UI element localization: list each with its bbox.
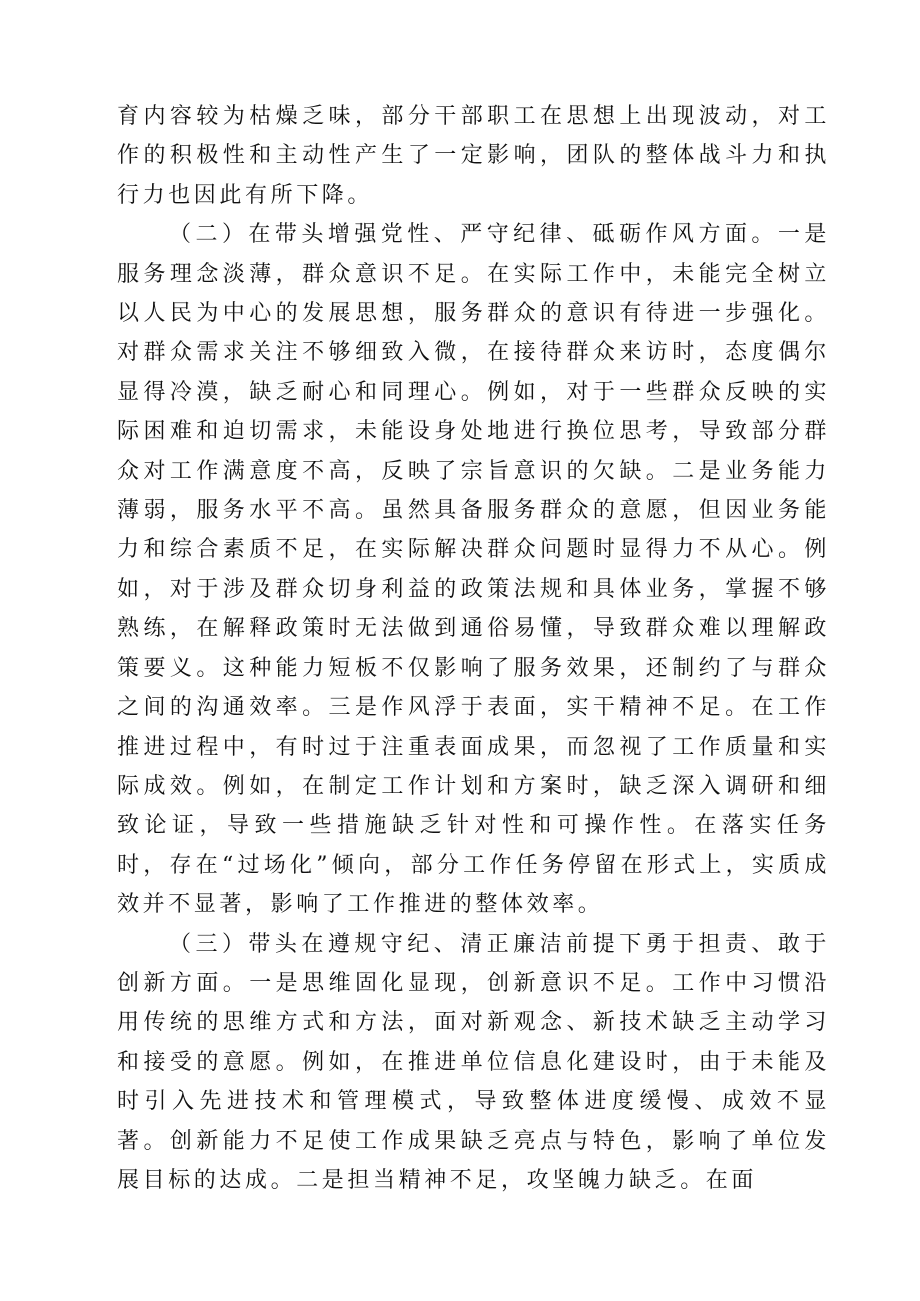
paragraph-section-two: （二）在带头增强党性、严守纪律、砥砺作风方面。一是服务理念淡薄，群众意识不足。在实际工作中，未能完全树立以人民为中心的发展思想，服务群众的意识有待进一步强化。对群众需求关注不够细致入微，在接待群众来访时，态度偶尔显得冷漠，缺乏耐心和同理心。例如，对于一些群众反映的实际困难和迫切需求，未能设身处地进行换位思考，导致部分群众对工作满意度不高，反映了宗旨意识的欠缺。二是业务能力薄弱，服务水平不高。虽然具备服务群众的意愿，但因业务能力和综合素质不足，在实际解决群众问题时显得力不从心。例如，对于涉及群众切身利益的政策法规和具体业务，掌握不够熟练，在解释政策时无法做到通俗易懂，导致群众难以理解政策要义。这种能力短板不仅影响了服务效果，还制约了与群众之间的沟通效率。三是作风浮于表面，实干精神不足。在工作推进过程中，有时过于注重表面成果，而忽视了工作质量和实际成效。例如，在制定工作计划和方案时，缺乏深入调研和细致论证，导致一些措施缺乏针对性和可操作性。在落实任务时，存在“过场化”倾向，部分工作任务停留在形式上，实质成效并不显著，影响了工作推进的整体效率。 bbox=[117, 222, 830, 918]
document-body bbox=[117, 97, 830, 1200]
paragraph-continuation: 育内容较为枯燥乏味，部分干部职工在思想上出现波动，对工作的积极性和主动性产生了一定影响，团队的整体战斗力和执行力也因此有所下降。 bbox=[117, 104, 830, 208]
paragraph-section-three: （三）带头在遵规守纪、清正廉洁前提下勇于担责、敢于创新方面。一是思维固化显现，创新意识不足。工作中习惯沿用传统的思维方式和方法，面对新观念、新技术缺乏主动学习和接受的意愿。例如，在推进单位信息化建设时，由于未能及时引入先进技术和管理模式，导致整体进度缓慢、成效不显著。创新能力不足使工作成果缺乏亮点与特色，影响了单位发展目标的达成。二是担当精神不足，攻坚魄力缺乏。在面 bbox=[117, 931, 830, 1193]
